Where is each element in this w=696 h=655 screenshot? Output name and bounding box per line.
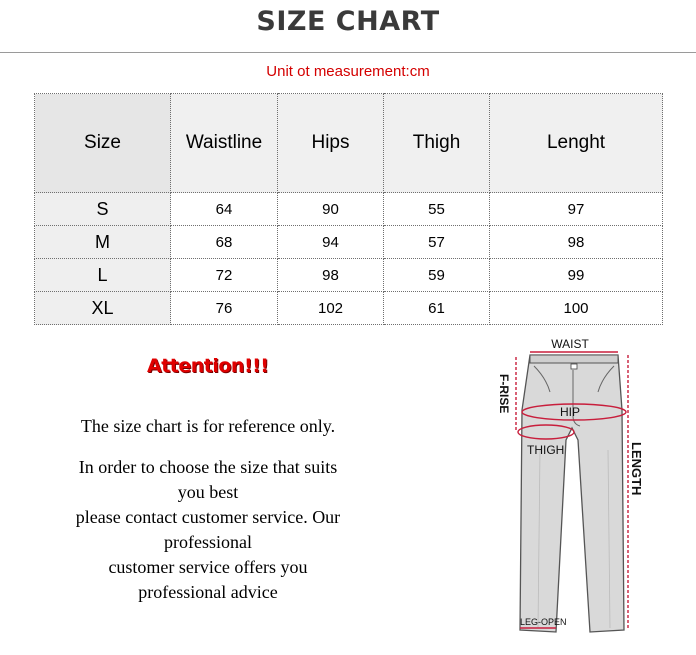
waistline-cell: 76 <box>171 292 278 325</box>
column-header-hips: Hips <box>278 94 384 193</box>
hips-cell: 102 <box>278 292 384 325</box>
title-divider <box>0 52 696 53</box>
unit-note: Unit ot measurement:cm <box>266 63 430 80</box>
thigh-cell: 57 <box>384 226 490 259</box>
thigh-label: THIGH <box>527 443 565 457</box>
thigh-cell: 55 <box>384 193 490 226</box>
thigh-cell: 61 <box>384 292 490 325</box>
attention-heading: Attention!!! <box>147 355 269 377</box>
column-header-thigh: Thigh <box>384 94 490 193</box>
hips-cell: 94 <box>278 226 384 259</box>
length-cell: 100 <box>490 292 663 325</box>
note-line: professional advice <box>138 582 278 602</box>
front-rise-label: F-RISE <box>497 374 511 414</box>
pants-measurement-diagram <box>494 330 654 640</box>
size-cell: S <box>35 193 171 226</box>
note-line: customer service offers you <box>108 557 308 577</box>
length-label: LENGTH <box>629 442 644 496</box>
size-cell: M <box>35 226 171 259</box>
column-header-waistline: Waistline <box>171 94 278 193</box>
waistline-cell: 68 <box>171 226 278 259</box>
thigh-cell: 59 <box>384 259 490 292</box>
waistline-cell: 72 <box>171 259 278 292</box>
size-cell: L <box>35 259 171 292</box>
waistline-cell: 64 <box>171 193 278 226</box>
reference-note: The size chart is for reference only. <box>80 416 336 436</box>
column-header-size: Size <box>35 94 171 193</box>
length-cell: 97 <box>490 193 663 226</box>
page-title: SIZE CHART <box>256 6 440 37</box>
hips-cell: 98 <box>278 259 384 292</box>
table-row <box>35 193 663 226</box>
note-line: professional <box>164 532 252 552</box>
customer-service-note <box>0 455 416 605</box>
length-cell: 99 <box>490 259 663 292</box>
length-cell: 98 <box>490 226 663 259</box>
table-row <box>35 292 663 325</box>
table-header-row <box>35 94 663 193</box>
table-row <box>35 259 663 292</box>
button-icon <box>571 364 577 369</box>
table-row <box>35 226 663 259</box>
note-line: you best <box>177 482 239 502</box>
size-cell: XL <box>35 292 171 325</box>
hip-label: HIP <box>560 405 581 419</box>
note-line: please contact customer service. Our <box>75 507 341 527</box>
waist-label: WAIST <box>551 337 589 351</box>
size-table <box>34 93 663 325</box>
leg-open-label: LEG-OPEN <box>520 617 567 627</box>
hips-cell: 90 <box>278 193 384 226</box>
waistband <box>530 355 618 363</box>
note-line: In order to choose the size that suits <box>78 457 338 477</box>
column-header-length: Lenght <box>490 94 663 193</box>
